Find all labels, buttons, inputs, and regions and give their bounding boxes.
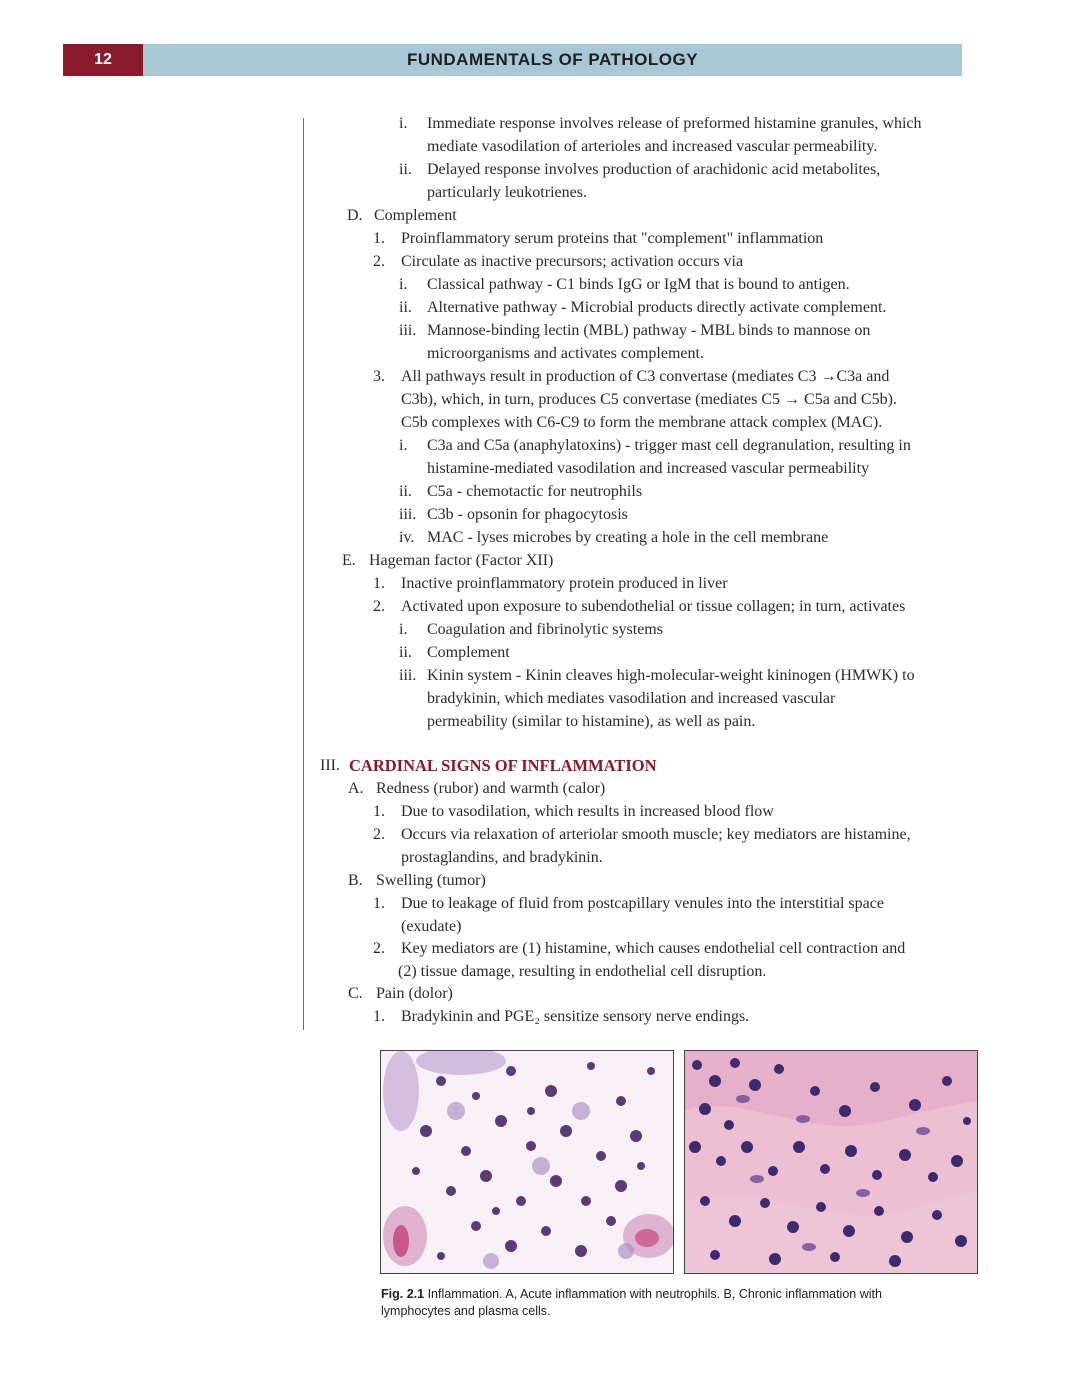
micrograph-b-image — [685, 1051, 977, 1273]
micrograph-a — [380, 1050, 674, 1274]
page-number: 12 — [63, 44, 143, 76]
running-title: FUNDAMENTALS OF PATHOLOGY — [143, 44, 962, 76]
figure-2-1 — [380, 1050, 977, 1272]
figure-label: Fig. 2.1 — [381, 1287, 425, 1301]
margin-rule — [303, 118, 304, 1030]
figure-caption — [381, 1286, 941, 1320]
micrograph-a-image — [381, 1051, 673, 1273]
figure-caption-text: Inflammation. A, Acute inflammation with neutrophils. B, Chronic inflammation with lymphocytes and plasma cells. — [381, 1287, 882, 1318]
page-header — [63, 44, 962, 76]
micrograph-b — [684, 1050, 978, 1274]
